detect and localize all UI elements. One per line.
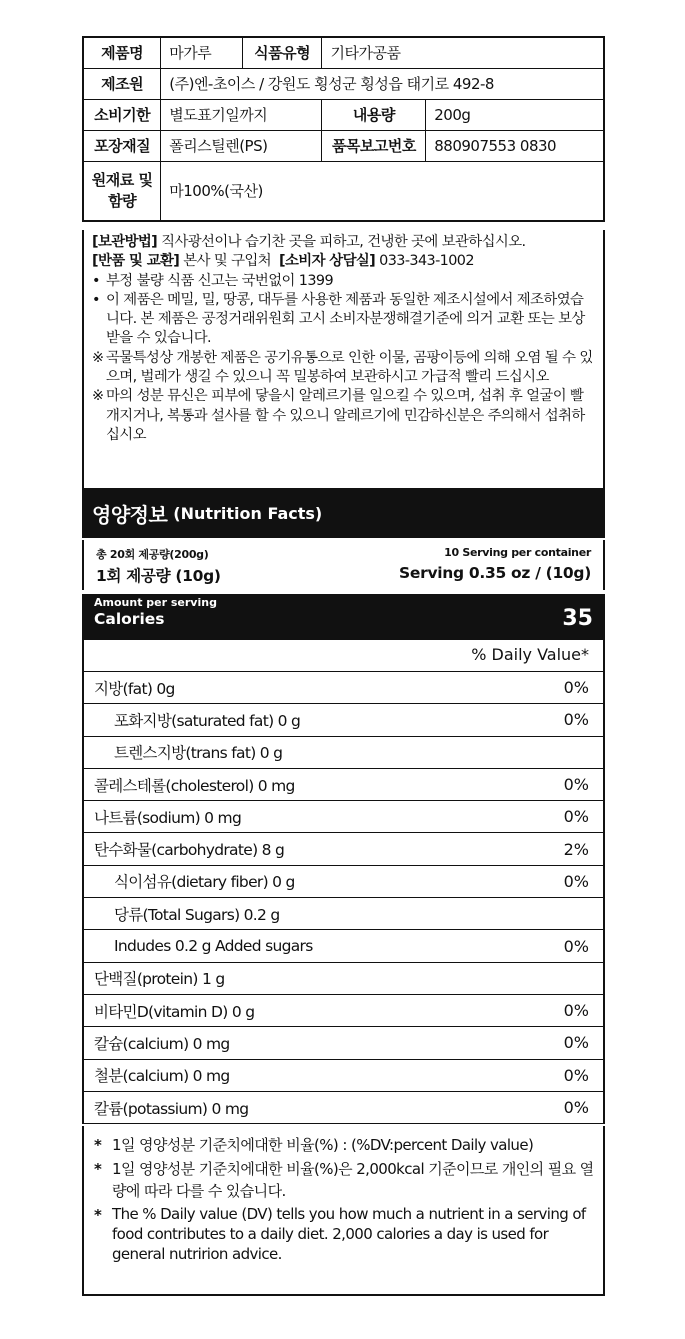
total-serving: 총 20회 제공량(200g) xyxy=(96,548,209,561)
nutrition-title-bar xyxy=(82,488,605,538)
nutrient-list xyxy=(82,672,605,1124)
bullet-text: 부정 불량 식품 신고는 국번없이 1399 xyxy=(106,272,334,289)
footnote xyxy=(94,1134,595,1156)
footnote xyxy=(94,1204,595,1264)
nutrient-row xyxy=(84,1060,603,1092)
bullet-mark: • xyxy=(92,291,100,308)
nutrient-name: Indudes 0.2 g Added sugars xyxy=(114,937,313,956)
nutrient-name: 단백질(protein) 1 g xyxy=(94,970,225,989)
nutrient-name: 포화지방(saturated fat) 0 g xyxy=(114,711,301,730)
maker-label: 제조원 xyxy=(83,68,161,99)
nutrition-title-ko: 영양정보 xyxy=(92,502,168,527)
nutrient-row xyxy=(84,995,603,1027)
nutrient-row xyxy=(84,769,603,801)
footnote-text: The % Daily value (DV) tells you how much a nutrient in a serving of food contributes to a daily diet. 2,000 calories a day is used for general nutririon advice. xyxy=(112,1205,586,1263)
nutrient-name: 철분(calcium) 0 mg xyxy=(94,1067,230,1086)
nutrient-name: 지방(fat) 0g xyxy=(94,679,175,698)
footnote-mark: * xyxy=(94,1136,102,1154)
return-note xyxy=(92,252,595,271)
nutrient-row xyxy=(84,737,603,769)
nutrient-name: 칼륨(potassium) 0 mg xyxy=(94,1099,249,1118)
serving-info xyxy=(82,540,605,590)
serving-small-row xyxy=(96,546,591,562)
maker-value: (주)엔-초이스 / 강원도 횡성군 횡성읍 태기로 492-8 xyxy=(161,68,604,99)
nutrient-row xyxy=(84,1027,603,1059)
caution-text: 마의 성분 뮤신은 피부에 닿을시 알레르기를 일으킬 수 있으며, 섭취 후 얼굴이 빨개지거나, 복통과 설사를 할 수 있으니 알레르기에 민감하신분은 주의해서 섭취하십시오 xyxy=(106,388,585,443)
product-row-maker xyxy=(83,68,604,99)
nutrient-daily-value: 0% xyxy=(563,871,589,891)
amount-per-serving: Amount per serving xyxy=(94,596,217,609)
calories-value: 35 xyxy=(562,605,593,631)
nutrient-name: 트렌스지방(trans fat) 0 g xyxy=(114,744,283,763)
volume-value: 200g xyxy=(426,99,604,130)
nutrient-row xyxy=(84,898,603,930)
footnote-text: 1일 영양성분 기준치에대한 비율(%) : (%DV:percent Daily value) xyxy=(112,1136,534,1154)
nutrient-daily-value: 0% xyxy=(563,807,589,827)
nutrient-daily-value: 0% xyxy=(563,1098,589,1117)
caution-item xyxy=(92,387,595,445)
nutrient-name: 비타민D(vitamin D) 0 g xyxy=(94,1002,255,1021)
caution-text: 곡물특성상 개봉한 제품은 공기유통으로 인한 이물, 곰팡이등에 의해 오염 될 수 있으며, 벌레가 생길 수 있으니 꼭 밀봉하여 보관하시고 가급적 빨리 드십시오 xyxy=(106,349,593,386)
calories-bar xyxy=(82,594,605,640)
nutrient-row xyxy=(84,672,603,704)
package-label: 포장재질 xyxy=(83,130,161,161)
footnote-mark: * xyxy=(94,1206,102,1224)
return-label: [반품 및 교환] xyxy=(92,253,180,270)
caution-item xyxy=(92,349,595,388)
footnote-text: 1일 영양성분 기준치에대한 비율(%)은 2,000kcal 기준이므로 개인의 필요 열량에 따라 다를 수 있습니다. xyxy=(112,1160,594,1200)
nutrient-name: 콜레스테롤(cholesterol) 0 mg xyxy=(94,776,295,795)
report-label: 품목보고번호 xyxy=(322,130,426,161)
type-label: 식품유형 xyxy=(242,37,322,68)
name-label: 제품명 xyxy=(83,37,161,68)
serving-size-ko: 1회 제공량 (10g) xyxy=(96,567,221,585)
storage-text: 직사광선이나 습기찬 곳을 피하고, 건냉한 곳에 보관하십시오. xyxy=(161,234,526,250)
return-text: 본사 및 구입처 xyxy=(183,253,272,270)
nutrient-name: 당류(Total Sugars) 0.2 g xyxy=(114,905,280,924)
storage-label: [보관방법] xyxy=(92,234,158,250)
notes-section xyxy=(82,230,605,488)
product-row-ingredients xyxy=(83,161,604,221)
name-value: 마가루 xyxy=(161,37,243,68)
serving-size-row xyxy=(96,564,591,586)
nutrition-title-en: (Nutrition Facts) xyxy=(173,503,323,523)
expiry-value: 별도표기일까지 xyxy=(161,99,322,130)
bullet-item xyxy=(92,291,595,349)
footnote xyxy=(94,1158,595,1202)
nutrient-daily-value: 0% xyxy=(563,710,589,730)
nutrient-name: 식이섬유(dietary fiber) 0 g xyxy=(114,873,295,892)
ingredients-value: 마100%(국산) xyxy=(161,161,604,221)
servings-per-container: 10 Serving per container xyxy=(444,546,591,559)
footnotes-section xyxy=(82,1126,605,1296)
product-row-name xyxy=(83,37,604,68)
footnote-mark: * xyxy=(94,1160,102,1178)
nutrient-row xyxy=(84,866,603,898)
nutrient-daily-value: 0% xyxy=(563,1065,589,1085)
product-row-expiry xyxy=(83,99,604,130)
bullet-item xyxy=(92,272,595,291)
caution-mark: ※ xyxy=(92,349,104,366)
nutrient-row xyxy=(84,1092,603,1124)
consult-text: 033-343-1002 xyxy=(379,253,474,270)
calories-label: Calories xyxy=(94,610,165,628)
report-value: 880907553 0830 xyxy=(426,130,604,161)
storage-note xyxy=(92,233,595,252)
bullet-text: 이 제품은 메밀, 밀, 땅콩, 대두를 사용한 제품과 동일한 제조시설에서 제조하였습니다. 본 제품은 공정거래위원회 고시 소비자분쟁해결기준에 의거 교환 또는 보상 받을 수 있습니다. xyxy=(106,291,585,347)
ingredients-label: 원재료 및 함량 xyxy=(83,161,161,221)
serving-size-en: Serving 0.35 oz / (10g) xyxy=(399,564,591,582)
nutrient-row xyxy=(84,963,603,995)
type-value: 기타가공품 xyxy=(322,37,604,68)
consult-label: [소비자 상담실] xyxy=(278,253,376,270)
daily-value-header: % Daily Value* xyxy=(82,640,605,672)
nutrient-daily-value: 0% xyxy=(563,775,589,795)
nutrient-daily-value: 0% xyxy=(563,678,589,698)
nutrient-row xyxy=(84,930,603,962)
nutrient-name: 나트륨(sodium) 0 mg xyxy=(94,808,242,827)
nutrient-row xyxy=(84,833,603,865)
product-info-table xyxy=(82,36,605,222)
nutrient-name: 탄수화물(carbohydrate) 8 g xyxy=(94,841,285,860)
calories-label-group xyxy=(94,596,217,640)
volume-label: 내용량 xyxy=(322,99,426,130)
nutrient-row xyxy=(84,704,603,736)
nutrient-daily-value: 0% xyxy=(563,1001,589,1021)
expiry-label: 소비기한 xyxy=(83,99,161,130)
nutrient-daily-value: 2% xyxy=(563,839,589,859)
package-value: 폴리스틸렌(PS) xyxy=(161,130,322,161)
product-row-package xyxy=(83,130,604,161)
nutrient-daily-value: 0% xyxy=(563,936,589,956)
bullet-mark: • xyxy=(92,272,100,289)
caution-mark: ※ xyxy=(92,388,104,405)
nutrient-name: 칼슘(calcium) 0 mg xyxy=(94,1034,230,1053)
nutrient-row xyxy=(84,801,603,833)
nutrient-daily-value: 0% xyxy=(563,1033,589,1053)
